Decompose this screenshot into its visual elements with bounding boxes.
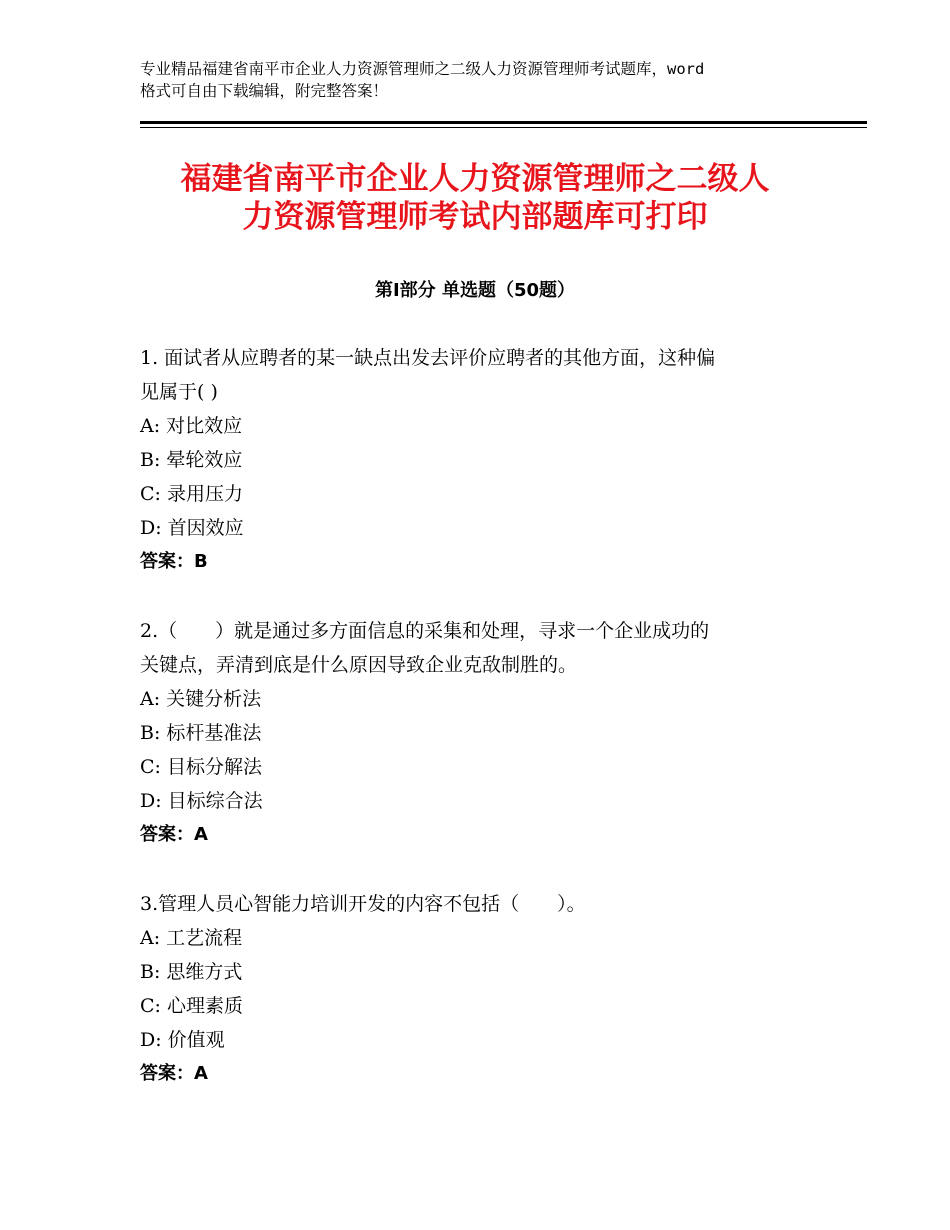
- question-2-option-c: C: 目标分解法: [140, 756, 262, 778]
- question-3-option-d: D: 价值观: [140, 1029, 225, 1051]
- document-title: [140, 160, 810, 236]
- question-2-answer: 答案：A: [140, 824, 208, 845]
- question-1-stem-line-2: 见属于( ): [140, 381, 218, 403]
- question-3-option-c: C: 心理素质: [140, 995, 243, 1017]
- question-1-stem-line-1: 1. 面试者从应聘者的某一缺点出发去评价应聘者的其他方面，这种偏: [140, 347, 716, 369]
- header-note: [140, 58, 830, 102]
- question-2-stem-line-1: 2.（ ）就是通过多方面信息的采集和处理，寻求一个企业成功的: [140, 620, 710, 642]
- header-note-line-1: 专业精品福建省南平市企业人力资源管理师之二级人力资源管理师考试题库，word: [140, 60, 705, 78]
- question-1: [140, 341, 820, 579]
- question-1-option-b: B: 晕轮效应: [140, 449, 243, 471]
- question-3: [140, 887, 820, 1091]
- question-1-answer: 答案：B: [140, 551, 208, 572]
- question-3-option-b: B: 思维方式: [140, 961, 243, 983]
- document-title-line-2: 力资源管理师考试内部题库可打印: [242, 199, 708, 235]
- header-rule-thin: [140, 127, 867, 128]
- question-3-option-a: A: 工艺流程: [140, 927, 243, 949]
- section-title: 第Ⅰ部分 单选题（50题）: [374, 280, 575, 301]
- question-2-option-b: B: 标杆基准法: [140, 722, 262, 744]
- question-3-answer: 答案：A: [140, 1063, 208, 1084]
- question-1-option-a: A: 对比效应: [140, 415, 243, 437]
- document-title-line-1: 福建省南平市企业人力资源管理师之二级人: [180, 161, 770, 197]
- question-2-stem-line-2: 关键点，弄清到底是什么原因导致企业克敌制胜的。: [140, 654, 578, 676]
- question-2: [140, 614, 820, 852]
- header-rule-thick: [140, 121, 867, 124]
- question-1-option-c: C: 录用压力: [140, 483, 243, 505]
- header-note-line-2: 格式可自由下载编辑，附完整答案！: [140, 82, 389, 100]
- question-1-option-d: D: 首因效应: [140, 517, 244, 539]
- question-2-option-d: D: 目标综合法: [140, 790, 263, 812]
- question-2-option-a: A: 关键分析法: [140, 688, 262, 710]
- question-3-stem-line-1: 3.管理人员心智能力培训开发的内容不包括（ ）。: [140, 893, 586, 915]
